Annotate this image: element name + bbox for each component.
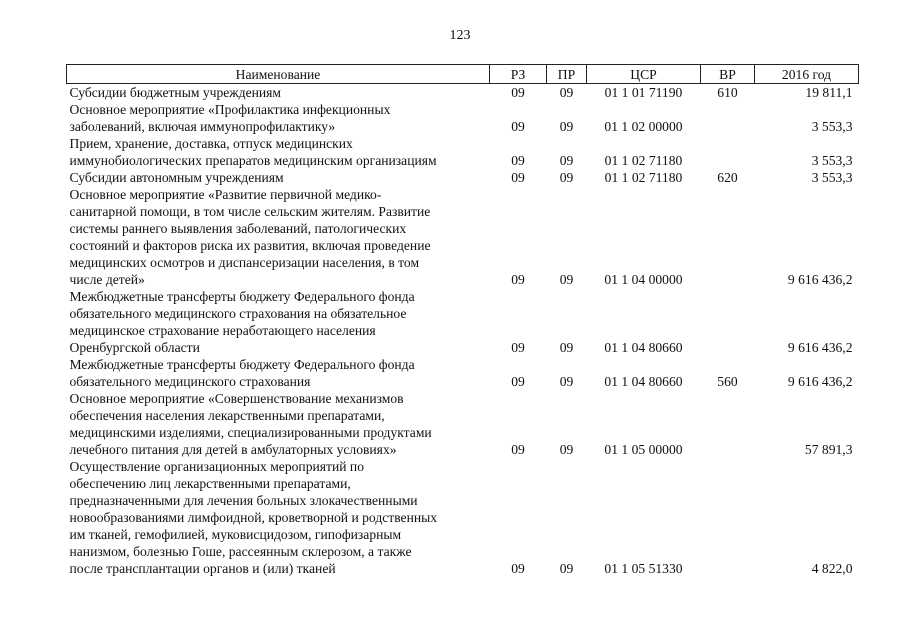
- row-amount-cell: 4 822,0: [811, 561, 853, 576]
- row-rz-cell: 09: [511, 340, 525, 355]
- row-name-line: Межбюджетные трансферты бюджету Федерального фонда: [69, 357, 415, 372]
- row-amount-cell: 19 811,1: [805, 85, 853, 100]
- row-rz-cell: 09: [511, 442, 525, 457]
- row-name-line: Межбюджетные трансферты бюджету Федерального фонда: [69, 289, 415, 304]
- row-csr-cell: 01 1 04 80660: [604, 374, 683, 389]
- row-pr-cell: 09: [559, 561, 574, 576]
- row-vr-cell: [701, 288, 755, 356]
- row-csr-cell: 01 1 02 71180: [604, 153, 683, 168]
- row-name-line: обеспечения населения лекарственными препаратами,: [69, 408, 385, 423]
- header-rz: РЗ: [490, 65, 547, 84]
- row-pr-cell: 09: [559, 170, 574, 185]
- table-row: [67, 135, 859, 169]
- table-row: [67, 101, 859, 135]
- row-name-line: Субсидии бюджетным учреждениям: [69, 85, 282, 100]
- row-name-line: лечебного питания для детей в амбулаторных условиях»: [69, 442, 397, 457]
- row-name-line: нанизмом, болезнью Гоше, рассеянным склерозом, а также: [69, 544, 412, 559]
- row-name-line: иммунобиологических препаратов медицинским организациям: [69, 153, 437, 168]
- row-name-line: Основное мероприятие «Развитие первичной медико-: [69, 187, 382, 202]
- row-pr-cell: 09: [559, 85, 574, 100]
- row-pr-cell: 09: [559, 272, 574, 287]
- row-rz-cell: 09: [511, 272, 525, 287]
- row-name-cell: [67, 288, 490, 356]
- row-name-line: медицинскими изделиями, специализированными продуктами: [69, 425, 432, 440]
- row-pr-cell: 09: [559, 119, 574, 134]
- row-name-line: обязательного медицинского страхования: [69, 374, 311, 389]
- header-year: 2016 год: [755, 65, 859, 84]
- table-body: [67, 84, 859, 578]
- row-rz-cell: 09: [511, 153, 525, 168]
- row-vr-cell: [701, 458, 755, 577]
- row-csr-cell: 01 1 04 80660: [604, 340, 683, 355]
- row-name-line: Осуществление организационных мероприятий по: [69, 459, 364, 474]
- row-rz-cell: 09: [511, 85, 525, 100]
- row-vr-cell: 560: [717, 374, 738, 389]
- row-name-line: после трансплантации органов и (или) тканей: [69, 561, 336, 576]
- row-vr-cell: 610: [717, 85, 738, 100]
- table-row: [67, 458, 859, 577]
- row-name-cell: [67, 356, 490, 390]
- row-amount-cell: 3 553,3: [811, 153, 853, 168]
- row-pr-cell: 09: [559, 340, 574, 355]
- row-name-cell: [67, 169, 490, 186]
- row-pr-cell: 09: [559, 374, 574, 389]
- row-name-cell: [67, 84, 490, 102]
- row-name-line: обеспечению лиц лекарственными препаратами,: [69, 476, 351, 491]
- row-name-line: Субсидии автономным учреждениям: [69, 170, 284, 185]
- row-amount-cell: 57 891,3: [804, 442, 853, 457]
- row-name-cell: [67, 135, 490, 169]
- row-name-cell: [67, 390, 490, 458]
- row-amount-cell: 9 616 436,2: [787, 340, 853, 355]
- row-name-line: системы раннего выявления заболеваний, патологических: [69, 221, 407, 236]
- row-name-cell: [67, 458, 490, 577]
- row-csr-cell: 01 1 01 71190: [604, 85, 683, 100]
- row-name-line: Прием, хранение, доставка, отпуск медицинских: [69, 136, 353, 151]
- row-pr-cell: 09: [559, 153, 574, 168]
- row-rz-cell: 09: [511, 170, 525, 185]
- row-name-line: числе детей»: [69, 272, 145, 287]
- row-name-line: медицинское страхование неработающего населения: [69, 323, 376, 338]
- row-name-line: предназначенными для лечения больных злокачественными: [69, 493, 418, 508]
- row-csr-cell: 01 1 05 51330: [604, 561, 683, 576]
- header-pr: ПР: [547, 65, 587, 84]
- row-amount-cell: 9 616 436,2: [787, 374, 853, 389]
- table-row: [67, 356, 859, 390]
- budget-table: [66, 64, 859, 577]
- row-name-line: обязательного медицинского страхования на обязательное: [69, 306, 407, 321]
- row-name-line: Основное мероприятие «Совершенствование механизмов: [69, 391, 404, 406]
- row-pr-cell: 09: [559, 442, 574, 457]
- row-csr-cell: 01 1 05 00000: [604, 442, 683, 457]
- row-name-line: заболеваний, включая иммунопрофилактику»: [69, 119, 336, 134]
- row-name-line: им тканей, гемофилией, муковисцидозом, гипофизарным: [69, 527, 402, 542]
- row-name-line: Основное мероприятие «Профилактика инфекционных: [69, 102, 391, 117]
- row-name-line: Оренбургской области: [69, 340, 200, 355]
- row-name-line: новообразованиями лимфоидной, кроветворной и родственных: [69, 510, 438, 525]
- header-vr: ВР: [701, 65, 755, 84]
- table-row: [67, 186, 859, 288]
- row-csr-cell: 01 1 02 71180: [604, 170, 683, 185]
- row-vr-cell: [701, 135, 755, 169]
- table-row: [67, 169, 859, 186]
- row-name-line: медицинских осмотров и диспансеризации населения, в том: [69, 255, 420, 270]
- table-row: [67, 390, 859, 458]
- row-name-cell: [67, 186, 490, 288]
- header-csr: ЦСР: [587, 65, 701, 84]
- row-amount-cell: 3 553,3: [811, 170, 853, 185]
- row-vr-cell: [701, 390, 755, 458]
- row-vr-cell: [701, 101, 755, 135]
- table-header-row: [67, 65, 859, 84]
- row-vr-cell: 620: [717, 170, 738, 185]
- row-name-line: состояний и факторов риска их развития, включая проведение: [69, 238, 431, 253]
- row-rz-cell: 09: [511, 119, 525, 134]
- row-rz-cell: 09: [511, 561, 525, 576]
- row-name-line: санитарной помощи, в том числе сельским жителям. Развитие: [69, 204, 431, 219]
- table-row: [67, 84, 859, 102]
- row-rz-cell: 09: [511, 374, 525, 389]
- header-name: Наименование: [67, 65, 490, 84]
- row-vr-cell: [701, 186, 755, 288]
- row-csr-cell: 01 1 04 00000: [604, 272, 683, 287]
- table-row: [67, 288, 859, 356]
- row-amount-cell: 9 616 436,2: [787, 272, 853, 287]
- row-amount-cell: 3 553,3: [811, 119, 853, 134]
- row-name-cell: [67, 101, 490, 135]
- row-csr-cell: 01 1 02 00000: [604, 119, 683, 134]
- page-number: 123: [449, 28, 471, 43]
